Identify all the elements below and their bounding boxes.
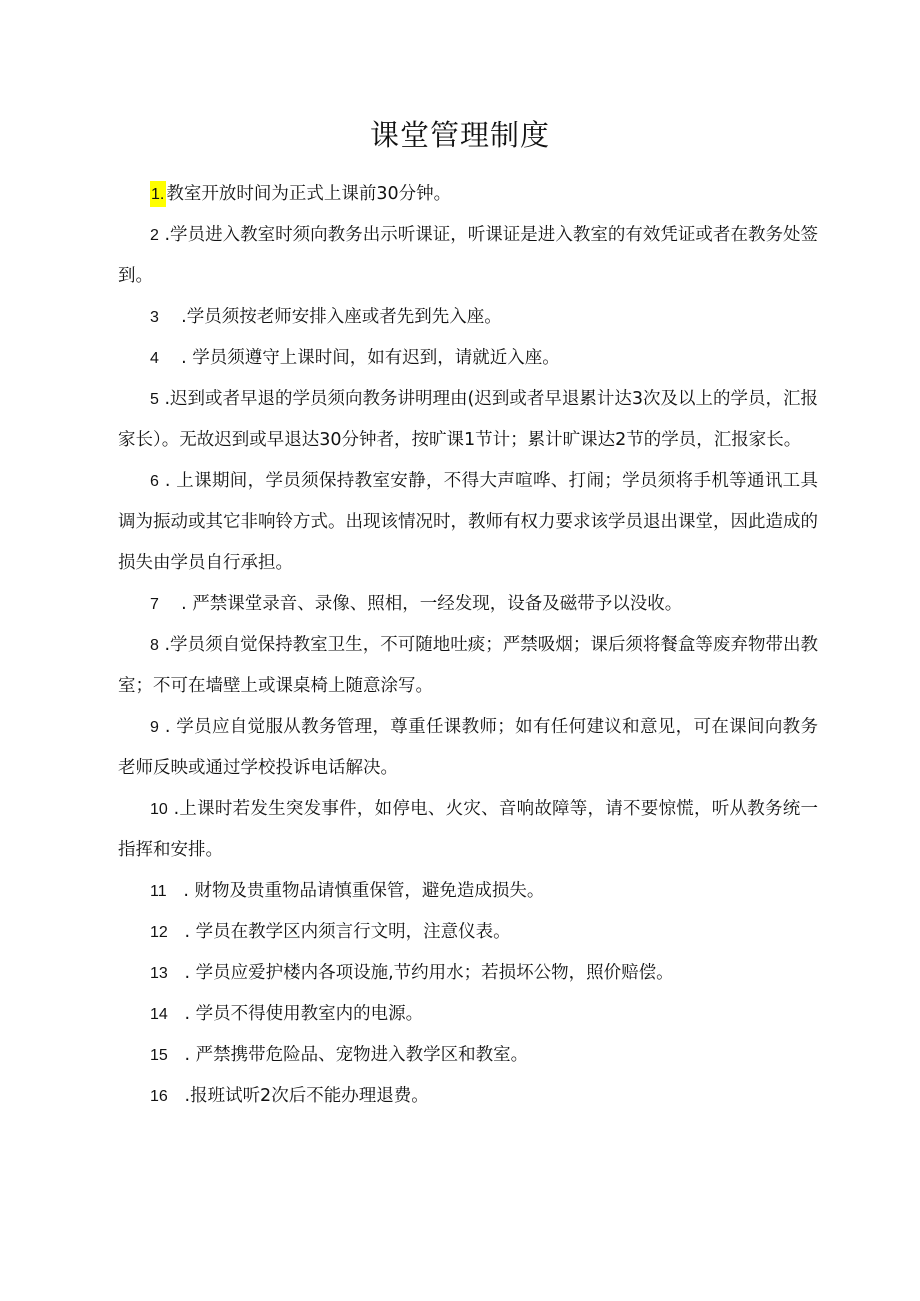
rule-number: 3: [150, 309, 159, 326]
rule-text: . 上课期间，学员须保持教室安静，不得大声喧哗、打闹；学员须将手机等通讯工具调为振动或其它非响铃方式。出现该情况时，教师有权力要求该学员退出课堂，因此造成的损失由学员自行承担。: [118, 471, 818, 573]
rule-number: 6: [150, 473, 159, 490]
rule-item-1: [118, 174, 818, 215]
rule-item-16: [118, 1076, 818, 1117]
rule-text: . 严禁课堂录音、录像、照相，一经发现，设备及磁带予以没收。: [181, 594, 683, 614]
rule-item-5: [118, 379, 818, 461]
rule-item-12: [118, 912, 818, 953]
rule-text: .报班试听2次后不能办理退费。: [184, 1086, 429, 1106]
rule-item-4: [118, 338, 818, 379]
rule-number: 2: [150, 227, 159, 244]
rule-text: . 财物及贵重物品请慎重保管，避免造成损失。: [183, 881, 545, 901]
rule-item-7: [118, 584, 818, 625]
rule-text: . 学员应爱护楼内各项设施,节约用水；若损坏公物，照价赔偿。: [184, 963, 674, 983]
rule-number-highlighted: 1.: [150, 181, 166, 207]
rule-number: 15: [150, 1047, 168, 1064]
rule-item-3: [118, 297, 818, 338]
rule-text: .迟到或者早退的学员须向教务讲明理由(迟到或者早退累计达3次及以上的学员，汇报家长）。无故迟到或早退达30分钟者，按旷课1节计；累计旷课达2节的学员，汇报家长。: [118, 389, 819, 450]
rule-item-15: [118, 1035, 818, 1076]
rule-item-14: [118, 994, 818, 1035]
rule-number: 12: [150, 924, 168, 941]
rule-item-8: [118, 625, 818, 707]
rule-text: .学员须自觉保持教室卫生，不可随地吐痰；严禁吸烟；课后须将餐盒等废弃物带出教室；不可在墙壁上或课桌椅上随意涂写。: [118, 635, 818, 696]
rule-text: .上课时若发生突发事件，如停电、火灾、音响故障等，请不要惊慌，听从教务统一指挥和安排。: [118, 799, 818, 860]
rule-number: 11: [150, 883, 167, 900]
rule-item-10: [118, 789, 818, 871]
rule-text: . 严禁携带危险品、宠物进入教学区和教室。: [184, 1045, 529, 1065]
rule-item-2: [118, 215, 818, 297]
rule-item-9: [118, 707, 818, 789]
rule-number: 14: [150, 1006, 168, 1023]
rule-number: 7: [150, 596, 159, 613]
rules-list: [118, 174, 818, 1117]
rule-text: 教室开放时间为正式上课前30分钟。: [166, 184, 452, 204]
rule-number: 13: [150, 965, 168, 982]
rule-number: 5: [150, 391, 159, 408]
rule-item-11: [118, 871, 818, 912]
page-title: 课堂管理制度: [369, 118, 550, 152]
rule-number: 4: [150, 350, 159, 367]
rule-number: 8: [150, 637, 159, 654]
rule-number: 16: [150, 1088, 168, 1105]
rule-text: .学员进入教室时须向教务出示听课证，听课证是进入教室的有效凭证或者在教务处签到。: [118, 225, 818, 286]
rule-text: . 学员不得使用教室内的电源。: [184, 1004, 424, 1024]
rule-text: . 学员须遵守上课时间，如有迟到，请就近入座。: [181, 348, 560, 368]
rule-item-6: [118, 461, 818, 584]
rule-number: 10: [150, 801, 168, 818]
rule-text: . 学员在教学区内须言行文明，注意仪表。: [184, 922, 511, 942]
rule-text: .学员须按老师安排入座或者先到先入座。: [181, 307, 502, 327]
rule-text: . 学员应自觉服从教务管理，尊重任课教师；如有任何建议和意见，可在课间向教务老师反映或通过学校投诉电话解决。: [118, 717, 818, 778]
rule-number: 9: [150, 719, 159, 736]
rule-item-13: [118, 953, 818, 994]
